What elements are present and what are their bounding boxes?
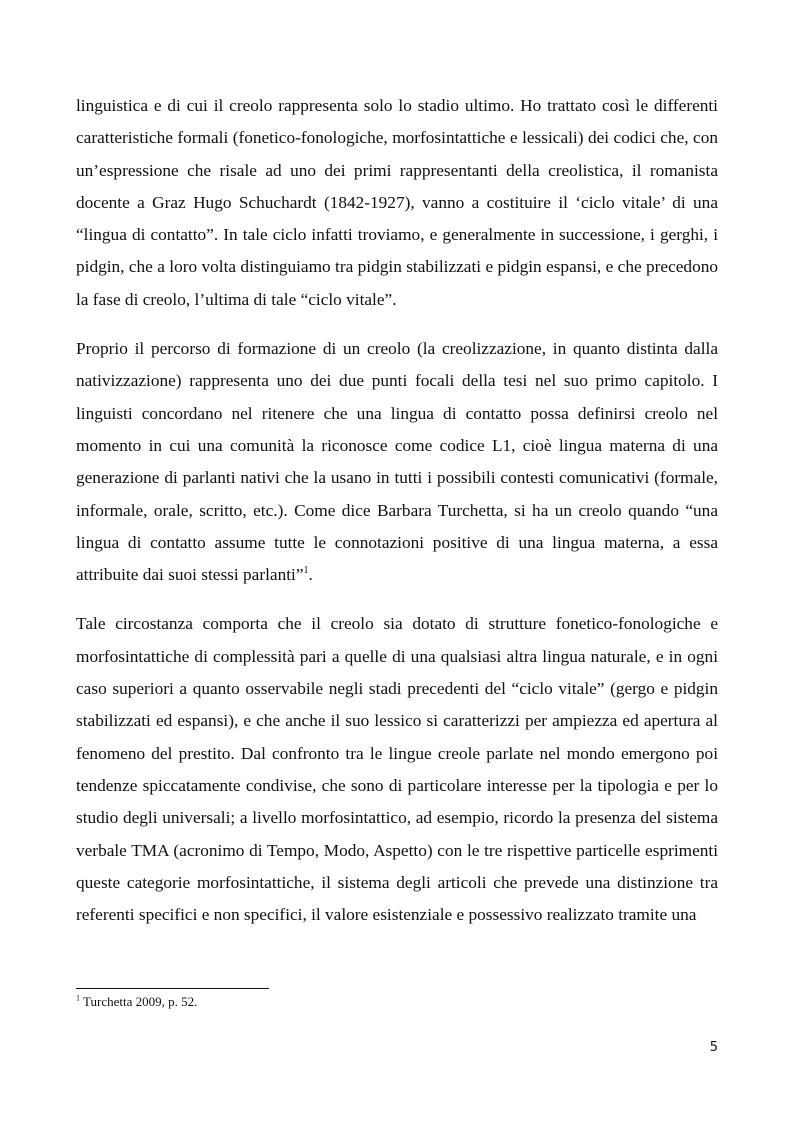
footnote-divider: [76, 988, 269, 989]
paragraph-2-text: Proprio il percorso di formazione di un creolo (la creolizzazione, in quanto distinta dalla nativizzazione) rappresenta uno dei due punti focali della tesi nel suo primo capitolo. I linguisti concordano nel ritenere che una lingua di contatto possa definirsi creolo nel momento in cui una comunità la riconosce come codice L1, cioè lingua materna di una generazione di parlanti nativi che la usano in tutti i possibili contesti comunicativi (formale, informale, orale, scritto, etc.). Come dice Barbara Turchetta, si ha un creolo quando “una lingua di contatto assume tutte le connotazioni positive di una lingua materna, a essa attribuite dai suoi stessi parlanti”: [76, 339, 718, 585]
footnote-reference[interactable]: 1: [303, 565, 309, 577]
page-body: [76, 90, 718, 948]
footnote-marker: 1: [76, 993, 80, 1003]
footnote-text: Turchetta 2009, p. 52.: [80, 994, 198, 1009]
paragraph-1: linguistica e di cui il creolo rappresenta solo lo stadio ultimo. Ho trattato così le differenti caratteristiche formali (fonetico-fonologiche, morfosintattiche e lessicali) dei codici che, con un’espressione che risale ad uno dei primi rappresentanti della creolistica, il romanista docente a Graz Hugo Schuchardt (1842-1927), vanno a costituire il ‘ciclo vitale’ di una “lingua di contatto”. In tale ciclo infatti troviamo, e generalmente in successione, i gerghi, i pidgin, che a loro volta distinguiamo tra pidgin stabilizzati e pidgin espansi, e che precedono la fase di creolo, l’ultima di tale “ciclo vitale”.: [76, 96, 718, 309]
paragraph-2: [76, 333, 718, 591]
paragraph-3: Tale circostanza comporta che il creolo sia dotato di strutture fonetico-fonologiche e morfosintattiche di complessità pari a quelle di una qualsiasi altra lingua naturale, e in ogni caso superiori a quanto osservabile negli stadi precedenti del “ciclo vitale” (gergo e pidgin stabilizzati ed espansi), e che anche il suo lessico si caratterizzi per ampiezza ed apertura al fenomeno del prestito. Dal confronto tra le lingue creole parlate nel mondo emergono poi tendenze spiccatamente condivise, che sono di particolare interesse per la tipologia e per lo studio degli universali; a livello morfosintattico, ad esempio, ricordo la presenza del sistema verbale TMA (acronimo di Tempo, Modo, Aspetto) con le tre rispettive particelle esprimenti queste categorie morfosintattiche, il sistema degli articoli che prevede una distinzione tra referenti specifici e non specifici, il valore esistenziale e possessivo realizzato tramite una: [76, 614, 718, 925]
page-number: 5: [709, 1040, 718, 1055]
paragraph-2-end: .: [308, 565, 313, 585]
footnote: [76, 994, 718, 1010]
